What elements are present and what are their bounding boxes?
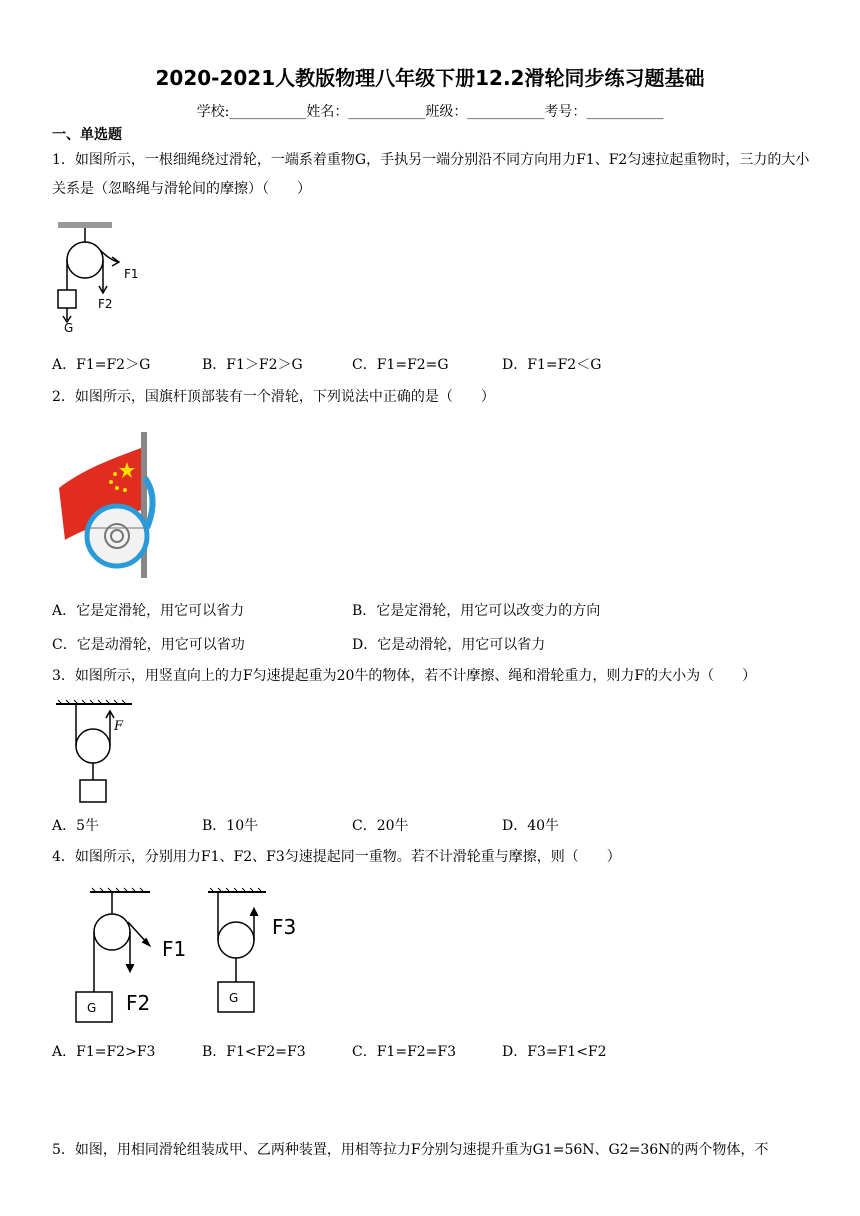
question-3-text: 3．如图所示，用竖直向上的力F匀速提起重为20牛的物体，若不计摩擦、绳和滑轮重力，则力F的大小为（ ）: [52, 668, 757, 684]
q3-option-a: A．5牛: [52, 818, 100, 834]
label-f: F: [114, 719, 124, 734]
q2-option-d: D．它是动滑轮，用它可以省力: [352, 637, 546, 653]
q4-option-a: A．F1=F2>F3: [52, 1044, 156, 1060]
q4-fixed-pulley-figure: [70, 886, 200, 1028]
label-f3: F3: [272, 915, 297, 939]
q3-option-c: C．20牛: [352, 818, 409, 834]
q4-movable-pulley-figure: [204, 886, 314, 1016]
pulley-closeup: [87, 506, 147, 566]
movable-pulley: [76, 729, 110, 763]
label-f1: F1: [162, 937, 187, 961]
q2-option-c: C．它是动滑轮，用它可以省功: [52, 637, 245, 653]
page-title: 2020-2021人教版物理八年级下册12.2滑轮同步练习题基础: [155, 66, 705, 90]
q4-option-c: C．F1=F2=F3: [352, 1044, 457, 1060]
weight-block: [58, 290, 76, 308]
section-heading: 一、单选题: [52, 127, 122, 143]
q1-option-c: C．F1=F2=G: [352, 357, 449, 373]
question-2-text: 2．如图所示，国旗杆顶部装有一个滑轮，下列说法中正确的是（ ）: [52, 389, 495, 405]
label-g: G: [64, 321, 74, 335]
q1-pulley-figure: [52, 220, 152, 340]
label-f2: F2: [98, 297, 113, 311]
q1-option-d: D．F1=F2＜G: [502, 357, 602, 373]
q3-option-b: B．10牛: [202, 818, 259, 834]
q2-flagpole-figure: [55, 428, 165, 580]
fixed-pulley: [94, 914, 130, 950]
label-g: G: [87, 1001, 97, 1015]
q1-option-b: B．F1＞F2＞G: [202, 357, 303, 373]
question-5-text: 5．如图，用相同滑轮组装成甲、乙两种装置，用相等拉力F分别匀速提升重为G1=56N、G2=36N的两个物体，不: [52, 1142, 769, 1158]
weight-block: [80, 780, 106, 802]
q4-option-b: B．F1<F2=F3: [202, 1044, 306, 1060]
movable-pulley: [218, 922, 254, 958]
q1-option-a: A．F1=F2＞G: [52, 357, 151, 373]
pulley-wheel: [67, 242, 103, 278]
student-info-line: 学校:___________姓名：___________班级：___________考号：___________: [196, 104, 664, 120]
q3-pulley-figure: [52, 698, 142, 808]
q2-option-a: A．它是定滑轮，用它可以省力: [52, 603, 245, 619]
question-1-text: 1．如图所示，一根细绳绕过滑轮，一端系着重物G，手执另一端分别沿不同方向用力F1、F2匀速拉起重物时，三力的大小关系是（忽略绳与滑轮间的摩擦）（ ）: [52, 152, 810, 197]
label-f1: F1: [124, 267, 139, 281]
q3-option-d: D．40牛: [502, 818, 560, 834]
question-4-text: 4．如图所示，分别用力F1、F2、F3匀速提起同一重物。若不计滑轮重与摩擦，则（ ）: [52, 849, 621, 865]
label-g: G: [229, 991, 239, 1005]
q4-option-d: D．F3=F1<F2: [502, 1044, 607, 1060]
label-f2: F2: [126, 991, 151, 1015]
q2-option-b: B．它是定滑轮，用它可以改变力的方向: [352, 603, 601, 619]
ceiling-bar: [58, 222, 112, 228]
